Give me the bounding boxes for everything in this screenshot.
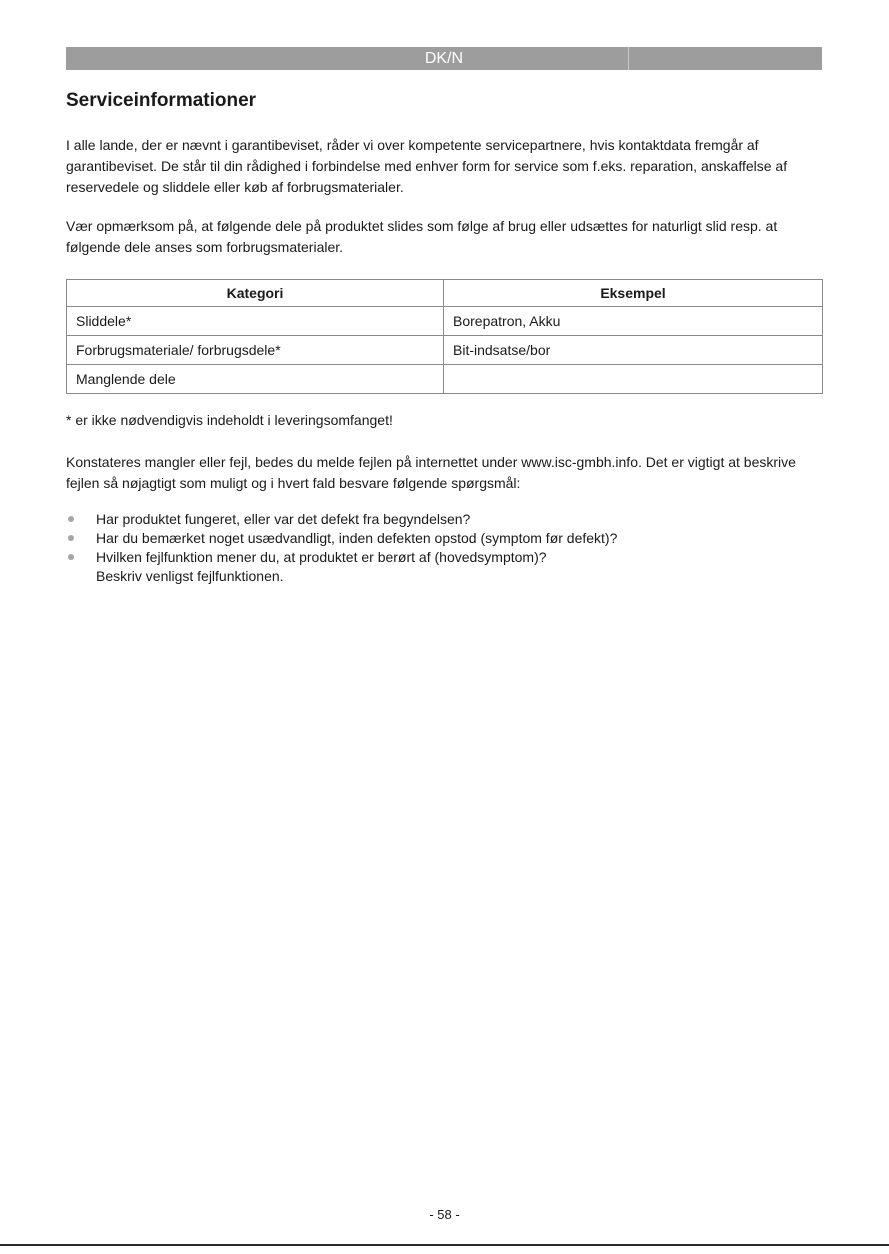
question-continuation: Beskriv venligst fejlfunktionen. xyxy=(96,568,284,584)
bullet-dot-icon xyxy=(68,535,74,541)
bottom-rule xyxy=(0,1244,889,1246)
table-cell-category: Forbrugsmateriale/ forbrugsdele* xyxy=(67,336,444,365)
question-text: Har produktet fungeret, eller var det defekt fra begyndelsen? xyxy=(96,511,471,527)
table-cell-category: Manglende dele xyxy=(67,365,444,394)
column-header-category: Kategori xyxy=(67,280,444,307)
table-row xyxy=(67,307,823,336)
language-label: DK/N xyxy=(424,50,464,67)
table-row xyxy=(67,365,823,394)
wear-parts-paragraph: Vær opmærksom på, at følgende dele på produktet slides som følge af brug eller udsættes for naturligt slid resp. at følgende dele anses som forbrugsmaterialer. xyxy=(66,218,778,255)
table-cell-category: Sliddele* xyxy=(67,307,444,336)
parts-table xyxy=(66,279,823,394)
column-header-example: Eksempel xyxy=(444,280,823,307)
table-row xyxy=(67,336,823,365)
question-list xyxy=(66,510,822,586)
bullet-dot-icon xyxy=(68,554,74,560)
question-text: Har du bemærket noget usædvandligt, inden defekten opstod (symptom før defekt)? xyxy=(96,530,618,546)
bullet-dot-icon xyxy=(68,516,74,522)
table-header-row xyxy=(67,280,823,307)
language-header-bar xyxy=(66,47,822,70)
page-number: - 58 - xyxy=(429,1207,460,1222)
defect-report-paragraph: Konstateres mangler eller fejl, bedes du melde fejlen på internettet under www.isc-gmbh.info. Det er vigtigt at beskrive fejlen så nøjagtigt som muligt og i hvert fald besvare følgende spørgsmål: xyxy=(66,454,796,491)
list-item xyxy=(66,548,822,586)
page-title: Serviceinformationer xyxy=(66,90,257,111)
intro-paragraph: I alle lande, der er nævnt i garantibeviset, råder vi over kompetente servicepartnere, hvis kontaktdata fremgår af garantibeviset. De står til din rådighed i forbindelse med enhver form for service som f.eks. reparation, anskaffelse af reservedele og sliddele eller køb af forbrugsmaterialer. xyxy=(66,137,788,195)
table-cell-example: Borepatron, Akku xyxy=(444,307,823,336)
table-cell-example: Bit-indsatse/bor xyxy=(444,336,823,365)
header-divider xyxy=(628,47,629,70)
footnote: * er ikke nødvendigvis indeholdt i leveringsomfanget! xyxy=(66,412,393,428)
question-text: Hvilken fejlfunktion mener du, at produktet er berørt af (hovedsymptom)? xyxy=(96,549,547,565)
table-cell-example xyxy=(444,365,823,394)
list-item xyxy=(66,529,822,548)
list-item xyxy=(66,510,822,529)
